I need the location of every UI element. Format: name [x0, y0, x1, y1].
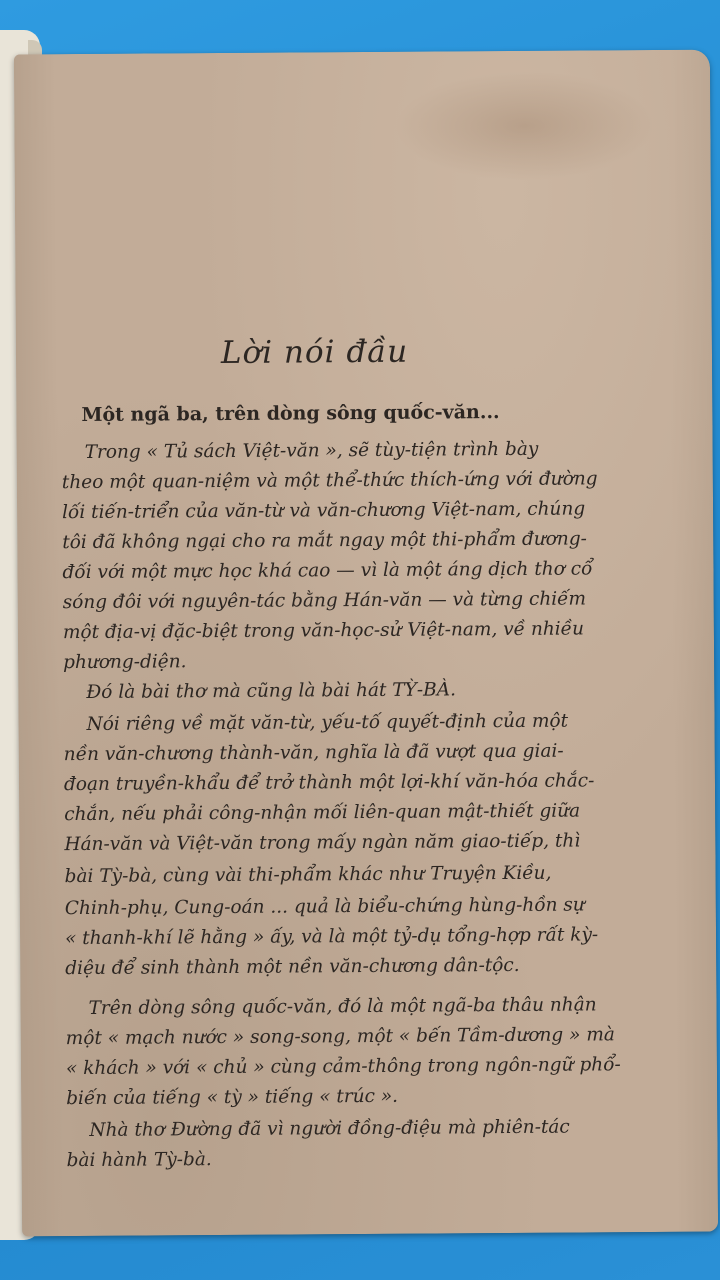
text-line: lối tiến-triển của văn-từ và văn-chương Việt-nam, chúng	[62, 498, 586, 524]
text-line: sóng đôi với nguyên-tác bằng Hán-văn — và từng chiếm	[62, 588, 587, 614]
text-line: Chinh-phụ, Cung-oán ... quả là biểu-chứng hùng-hồn sự	[64, 894, 585, 920]
text-line: Trong « Tủ sách Việt-văn », sẽ tùy-tiện trình bày	[84, 438, 539, 463]
text-line: « thanh-khí lẽ hằng » ấy, và là một tỷ-dụ tổng-hợp rất kỳ-	[64, 924, 599, 950]
text-line: Nói riêng về mặt văn-từ, yếu-tố quyết-định của một	[86, 710, 569, 735]
page-title: Lời nói đầu	[220, 333, 409, 372]
text-line: nền văn-chương thành-văn, nghĩa là đã vượt qua giai-	[63, 740, 564, 766]
text-line: bài hành Tỳ-bà.	[66, 1149, 212, 1172]
text-line: một địa-vị đặc-biệt trong văn-học-sử Việt-nam, về nhiều	[62, 618, 585, 644]
text-line: đoạn truyền-khẩu để trở thành một lợi-khí văn-hóa chắc-	[63, 770, 595, 796]
page-subtitle: Một ngã ba, trên dòng sông quốc-văn...	[81, 401, 500, 426]
text-line: « khách » với « chủ » cùng cảm-thông trong ngôn-ngữ phổ-	[65, 1054, 621, 1080]
page-stain	[394, 70, 655, 182]
text-line: đối với một mực học khá cao — vì là một áng dịch thơ cổ	[62, 558, 593, 584]
text-line: phương-diện.	[63, 651, 187, 674]
text-line: biến của tiếng « tỳ » tiếng « trúc ».	[66, 1085, 399, 1110]
text-line: bài Tỳ-bà, cùng vài thi-phẩm khác như Truyện Kiều,	[64, 862, 552, 888]
text-line: Trên dòng sông quốc-văn, đó là một ngã-ba thâu nhận	[88, 994, 597, 1019]
text-line: diệu để sinh thành một nền văn-chương dân-tộc.	[65, 954, 520, 980]
text-line: Hán-văn và Việt-văn trong mấy ngàn năm giao-tiếp, thì	[64, 830, 581, 856]
text-line: Nhà thơ Đường đã vì người đồng-điệu mà phiên-tác	[89, 1116, 570, 1141]
text-line: tôi đã không ngại cho ra mắt ngay một thi-phẩm đương-	[62, 528, 587, 554]
book-page	[14, 50, 718, 1237]
text-line: Đó là bài thơ mà cũng là bài hát TỲ-BÀ.	[86, 679, 456, 703]
text-line: theo một quan-niệm và một thể-thức thích-ứng với đường	[61, 468, 598, 494]
text-line: một « mạch nước » song-song, một « bến Tầm-dương » mà	[65, 1024, 615, 1050]
text-line: chắn, nếu phải công-nhận mối liên-quan mật-thiết giữa	[64, 800, 581, 826]
